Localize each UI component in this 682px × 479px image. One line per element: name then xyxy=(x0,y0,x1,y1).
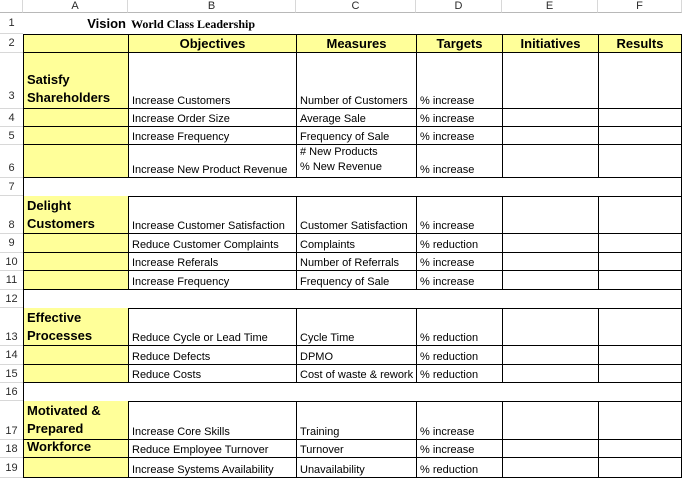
row-header-1[interactable]: 1 xyxy=(0,13,23,34)
header-cell-a[interactable] xyxy=(23,34,128,53)
table-row xyxy=(0,308,682,346)
initiative-cell[interactable] xyxy=(502,346,598,365)
target-cell[interactable]: % reduction xyxy=(416,234,502,253)
row-header-2[interactable]: 2 xyxy=(0,34,23,53)
result-cell[interactable] xyxy=(598,271,682,290)
result-cell[interactable] xyxy=(598,365,682,383)
initiative-cell[interactable] xyxy=(502,196,598,234)
measure-cell[interactable]: Unavailability xyxy=(296,458,416,478)
section-label-processes: Effective Processes xyxy=(27,310,93,343)
result-cell[interactable] xyxy=(598,401,682,440)
table-row xyxy=(0,145,682,178)
objective-cell[interactable]: Reduce Employee Turnover xyxy=(128,440,296,458)
select-all-corner[interactable] xyxy=(0,0,23,13)
table-row xyxy=(0,234,682,253)
row-header-12[interactable]: 12 xyxy=(0,290,23,308)
measure-line: % New Revenue xyxy=(300,161,382,173)
result-cell[interactable] xyxy=(598,127,682,145)
result-cell[interactable] xyxy=(598,440,682,458)
result-cell[interactable] xyxy=(598,308,682,346)
sheet-row-1 xyxy=(0,13,682,34)
row-header-9[interactable]: 9 xyxy=(0,234,23,253)
objective-cell[interactable]: Increase New Product Revenue xyxy=(128,145,296,178)
measure-line: # New Products xyxy=(300,146,378,158)
measure-cell[interactable]: Customer Satisfaction xyxy=(296,196,416,234)
target-cell[interactable]: % increase xyxy=(416,145,502,178)
spacer-row xyxy=(23,178,682,197)
row-header-15[interactable]: 15 xyxy=(0,365,23,383)
objective-cell[interactable]: Increase Core Skills xyxy=(128,401,296,440)
initiative-cell[interactable] xyxy=(502,145,598,178)
target-cell[interactable]: % reduction xyxy=(416,365,502,383)
header-results[interactable]: Results xyxy=(598,34,682,53)
row-header-17[interactable]: 17 xyxy=(0,401,23,440)
result-cell[interactable] xyxy=(598,145,682,178)
section-label-customers: Delight Customers xyxy=(27,198,95,231)
target-cell[interactable]: % increase xyxy=(416,253,502,271)
result-cell[interactable] xyxy=(598,253,682,271)
column-header-c[interactable]: C xyxy=(296,0,416,13)
result-cell[interactable] xyxy=(598,109,682,127)
table-row xyxy=(0,440,682,458)
initiative-cell[interactable] xyxy=(502,401,598,440)
row-header-5[interactable]: 5 xyxy=(0,127,23,145)
section-label-shareholders: Satisfy Shareholders xyxy=(27,72,111,105)
initiative-cell[interactable] xyxy=(502,458,598,478)
table-row xyxy=(0,53,682,109)
row-header-8[interactable]: 8 xyxy=(0,196,23,234)
vision-label[interactable]: Vision xyxy=(87,16,126,31)
initiative-cell[interactable] xyxy=(502,127,598,145)
table-header-row xyxy=(0,34,682,53)
target-cell[interactable]: % reduction xyxy=(416,308,502,346)
initiative-cell[interactable] xyxy=(502,440,598,458)
header-initiatives[interactable]: Initiatives xyxy=(502,34,598,53)
table-row xyxy=(0,401,682,440)
spacer-row xyxy=(23,290,682,309)
header-targets[interactable]: Targets xyxy=(416,34,502,53)
target-cell[interactable]: % increase xyxy=(416,109,502,127)
row-header-10[interactable]: 10 xyxy=(0,253,23,271)
measure-cell[interactable]: Number of Customers xyxy=(296,53,416,109)
row-header-6[interactable]: 6 xyxy=(0,145,23,178)
column-header-a[interactable]: A xyxy=(23,0,128,13)
result-cell[interactable] xyxy=(598,53,682,109)
column-header-d[interactable]: D xyxy=(416,0,502,13)
table-row xyxy=(0,253,682,271)
initiative-cell[interactable] xyxy=(502,253,598,271)
measure-cell[interactable]: Training xyxy=(296,401,416,440)
row-header-4[interactable]: 4 xyxy=(0,109,23,127)
target-cell[interactable]: % reduction xyxy=(416,346,502,365)
row-header-18[interactable]: 18 xyxy=(0,440,23,458)
initiative-cell[interactable] xyxy=(502,271,598,290)
objective-cell[interactable]: Reduce Cycle or Lead Time xyxy=(128,308,296,346)
row-header-7[interactable]: 7 xyxy=(0,178,23,196)
objective-cell[interactable]: Increase Systems Availability xyxy=(128,458,296,478)
row-header-11[interactable]: 11 xyxy=(0,271,23,290)
objective-cell[interactable]: Increase Frequency xyxy=(128,271,296,290)
column-header-f[interactable]: F xyxy=(598,0,682,13)
measure-cell[interactable]: Frequency of Sale xyxy=(296,127,416,145)
objective-cell[interactable]: Increase Customer Satisfaction xyxy=(128,196,296,234)
objective-cell[interactable]: Increase Frequency xyxy=(128,127,296,145)
table-row xyxy=(0,127,682,145)
measure-cell[interactable]: Number of Referrals xyxy=(296,253,416,271)
table-row xyxy=(0,271,682,290)
row-header-3[interactable]: 3 xyxy=(0,53,23,109)
objective-cell[interactable]: Increase Order Size xyxy=(128,109,296,127)
measure-cell[interactable]: Cycle Time xyxy=(296,308,416,346)
header-measures[interactable]: Measures xyxy=(296,34,416,53)
table-row xyxy=(0,458,682,478)
objective-cell[interactable]: Increase Referals xyxy=(128,253,296,271)
objective-cell[interactable]: Increase Customers xyxy=(128,53,296,109)
initiative-cell[interactable] xyxy=(502,234,598,253)
row-header-14[interactable]: 14 xyxy=(0,346,23,365)
measure-cell[interactable]: Average Sale xyxy=(296,109,416,127)
result-cell[interactable] xyxy=(598,458,682,478)
result-cell[interactable] xyxy=(598,234,682,253)
header-objectives[interactable]: Objectives xyxy=(128,34,296,53)
vision-value[interactable]: World Class Leadership xyxy=(131,17,256,31)
initiative-cell[interactable] xyxy=(502,109,598,127)
measure-cell[interactable]: Frequency of Sale xyxy=(296,271,416,290)
measure-cell[interactable]: DPMO xyxy=(296,346,416,365)
initiative-cell[interactable] xyxy=(502,308,598,346)
objective-cell[interactable]: Reduce Costs xyxy=(128,365,296,383)
objective-cell[interactable]: Reduce Customer Complaints xyxy=(128,234,296,253)
target-cell[interactable]: % increase xyxy=(416,440,502,458)
column-header-b[interactable]: B xyxy=(128,0,296,13)
target-cell[interactable]: % increase xyxy=(416,196,502,234)
table-row xyxy=(0,109,682,127)
section-label-workforce: Motivated & Prepared Workforce xyxy=(27,403,101,454)
target-cell[interactable]: % increase xyxy=(416,53,502,109)
target-cell[interactable]: % increase xyxy=(416,127,502,145)
target-cell[interactable]: % increase xyxy=(416,401,502,440)
measure-cell[interactable] xyxy=(296,145,416,178)
row-header-16[interactable]: 16 xyxy=(0,383,23,401)
measure-cell[interactable]: Cost of waste & rework xyxy=(296,365,416,383)
measure-cell[interactable]: Complaints xyxy=(296,234,416,253)
initiative-cell[interactable] xyxy=(502,365,598,383)
row-header-13[interactable]: 13 xyxy=(0,308,23,346)
spacer-row xyxy=(23,383,682,402)
target-cell[interactable]: % increase xyxy=(416,271,502,290)
row-header-19[interactable]: 19 xyxy=(0,458,23,478)
column-header-row xyxy=(0,0,682,13)
target-cell[interactable]: % reduction xyxy=(416,458,502,478)
table-row xyxy=(0,346,682,365)
table-row xyxy=(0,196,682,234)
result-cell[interactable] xyxy=(598,196,682,234)
result-cell[interactable] xyxy=(598,346,682,365)
table-row xyxy=(0,365,682,383)
measure-cell[interactable]: Turnover xyxy=(296,440,416,458)
initiative-cell[interactable] xyxy=(502,53,598,109)
column-header-e[interactable]: E xyxy=(502,0,598,13)
objective-cell[interactable]: Reduce Defects xyxy=(128,346,296,365)
